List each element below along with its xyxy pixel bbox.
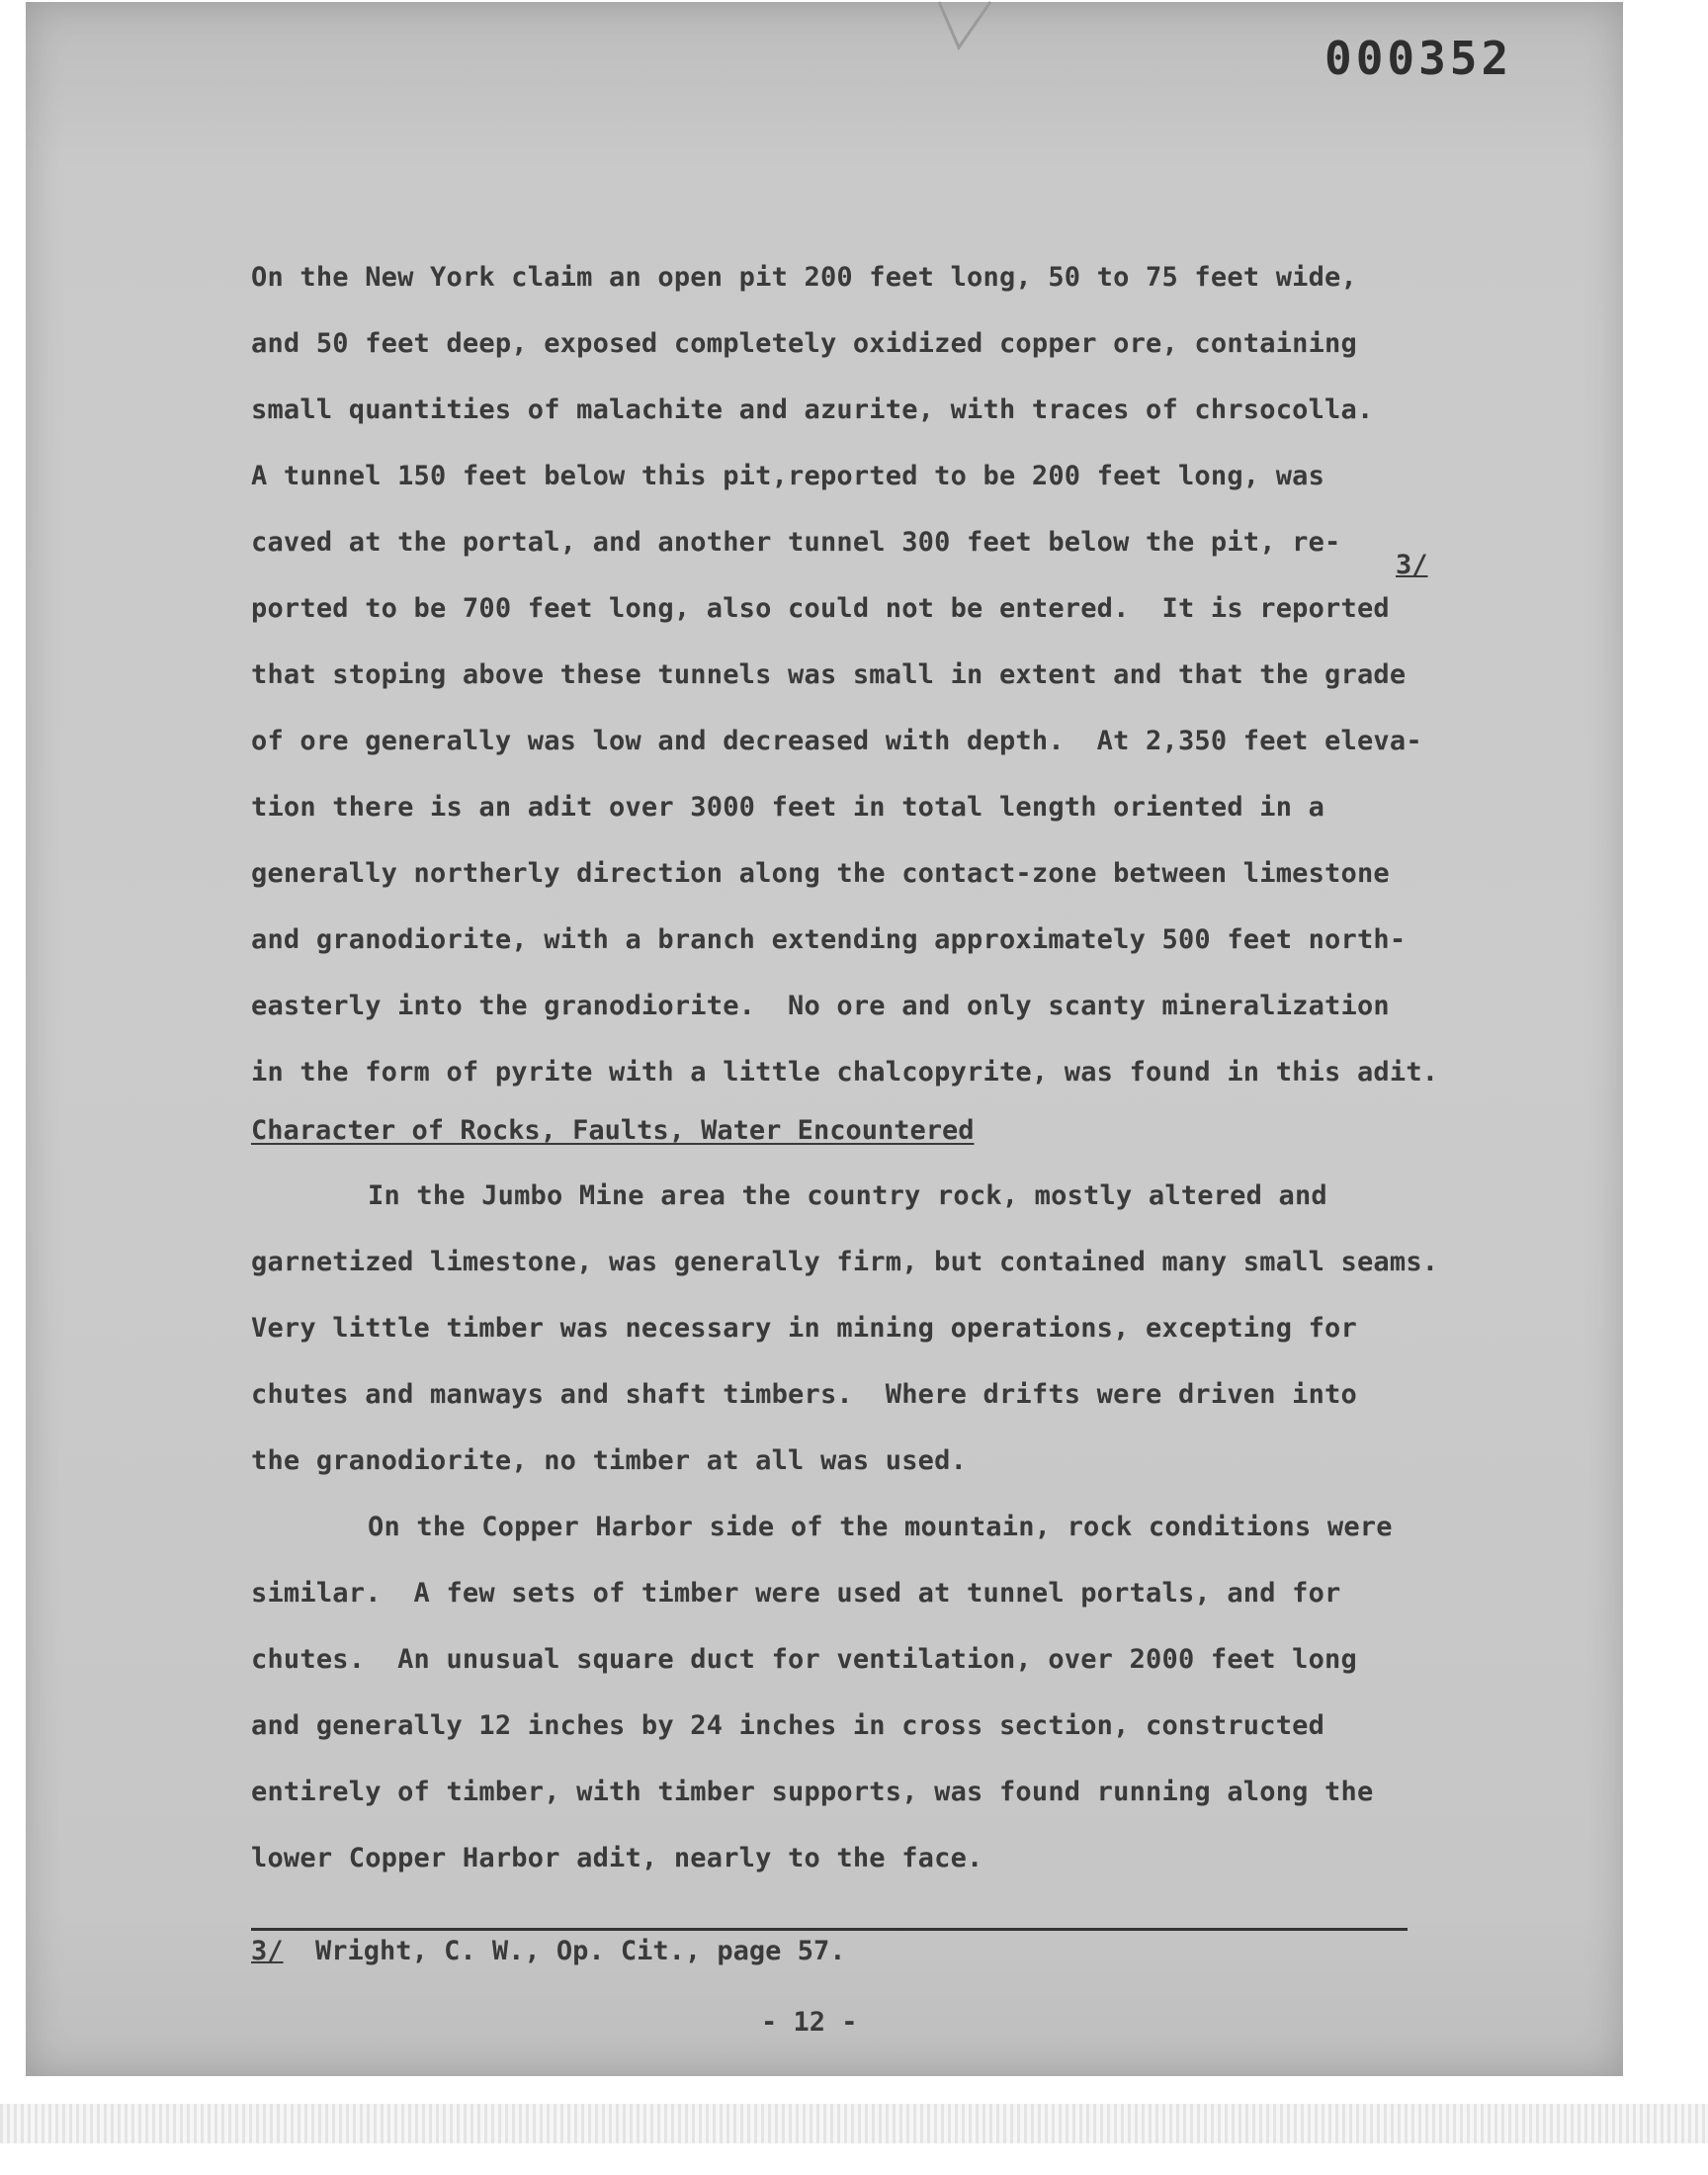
text-line: On the New York claim an open pit 200 feet long, 50 to 75 feet wide, [251,262,1357,293]
text-line: lower Copper Harbor adit, nearly to the face. [251,1843,983,1873]
text-line: easterly into the granodiorite. No ore and only scanty mineralization [251,991,1390,1021]
text-line: In the Jumbo Mine area the country rock, mostly altered and [368,1180,1327,1211]
text-line: tion there is an adit over 3000 feet in total length oriented in a [251,792,1325,823]
document-number: 000352 [1324,32,1513,85]
text-line: On the Copper Harbor side of the mountain, rock conditions were [368,1512,1393,1542]
footnote-reference: 3/ [1396,550,1428,580]
text-line: entirely of timber, with timber supports, was found running along the [251,1777,1374,1807]
text-line: that stoping above these tunnels was small in extent and that the grade [251,659,1407,690]
text-line: and generally 12 inches by 24 inches in cross section, constructed [251,1710,1325,1741]
footnote-number: 3/ [251,1936,284,1966]
page-number: - 12 - [761,2007,858,2038]
text-line: ported to be 700 feet long, also could not be entered. It is reported [251,593,1390,624]
text-line: of ore generally was low and decreased with depth. At 2,350 feet eleva- [251,726,1422,756]
text-line: garnetized limestone, was generally firm, but contained many small seams. [251,1247,1439,1277]
text-line: chutes. An unusual square duct for ventilation, over 2000 feet long [251,1644,1357,1675]
text-line: Very little timber was necessary in mining operations, excepting for [251,1313,1357,1344]
text-line: caved at the portal, and another tunnel 300 feet below the pit, re- [251,527,1341,558]
text-line: small quantities of malachite and azurite, with traces of chrsocolla. [251,394,1374,425]
text-line: chutes and manways and shaft timbers. Where drifts were driven into [251,1379,1357,1410]
fold-mark [929,0,1008,69]
text-line: and 50 feet deep, exposed completely oxidized copper ore, containing [251,328,1357,359]
text-line: the granodiorite, no timber at all was used. [251,1445,968,1476]
text-line: in the form of pyrite with a little chalcopyrite, was found in this adit. [251,1057,1439,1088]
footnote-rule [251,1928,1408,1931]
document-page [26,2,1623,2076]
scan-edge [0,2104,1708,2143]
text-line: and granodiorite, with a branch extending approximately 500 feet north- [251,924,1407,955]
section-heading: Character of Rocks, Faults, Water Encountered [251,1115,975,1146]
footnote-text: Wright, C. W., Op. Cit., page 57. [315,1936,846,1966]
text-line: generally northerly direction along the contact-zone between limestone [251,858,1390,889]
text-line: similar. A few sets of timber were used at tunnel portals, and for [251,1578,1341,1609]
footnote [251,1936,845,1966]
text-line: A tunnel 150 feet below this pit,reported to be 200 feet long, was [251,461,1325,491]
